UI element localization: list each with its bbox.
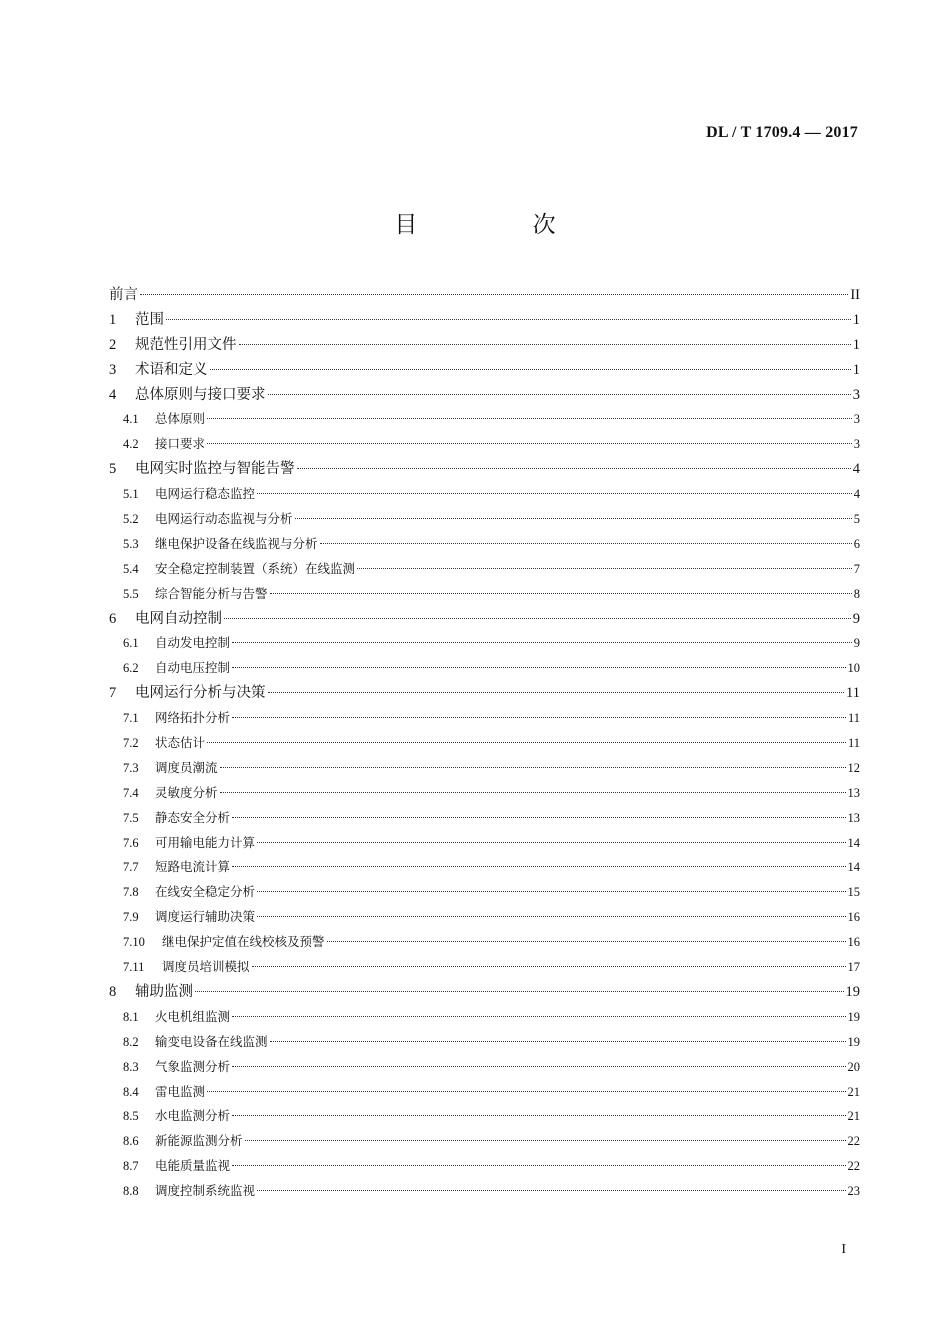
toc-entry-title: 接口要求 xyxy=(155,436,206,452)
toc-entry-title: 水电监测分析 xyxy=(155,1108,231,1124)
toc-leader-dots xyxy=(295,517,852,519)
toc-entry-page: 12 xyxy=(847,760,860,775)
toc-entry-title: 电网运行稳态监控 xyxy=(155,486,256,502)
toc-entry-number: 7.3 xyxy=(123,760,139,775)
toc-entry-section[interactable] xyxy=(109,507,860,532)
toc-leader-dots xyxy=(320,542,852,544)
toc-entry-title: 总体原则 xyxy=(155,411,206,427)
toc-entry-page: 7 xyxy=(853,561,860,576)
toc-entry-number: 7 xyxy=(109,685,117,702)
toc-entry-number: 1 xyxy=(109,311,117,328)
toc-entry-number: 8.2 xyxy=(123,1034,139,1049)
toc-entry-page: 20 xyxy=(847,1059,860,1074)
toc-leader-dots xyxy=(327,940,846,942)
toc-leader-dots xyxy=(232,641,852,643)
toc-entry-page: 13 xyxy=(847,785,860,800)
toc-entry-section[interactable] xyxy=(109,407,860,432)
toc-leader-dots xyxy=(357,567,852,569)
toc-entry-number: 7.1 xyxy=(123,711,139,726)
toc-leader-dots xyxy=(257,1189,845,1191)
toc-entry-page: 1 xyxy=(852,361,860,378)
toc-entry-title: 灵敏度分析 xyxy=(155,784,218,800)
toc-entry-number: 7.11 xyxy=(123,960,145,975)
toc-entry-page: 14 xyxy=(847,860,860,875)
toc-entry-page: 17 xyxy=(847,960,860,975)
toc-entry-title: 调度运行辅助决策 xyxy=(155,909,256,925)
toc-leader-dots xyxy=(232,865,845,867)
toc-entry-chapter[interactable] xyxy=(109,333,860,358)
toc-entry-number: 7.8 xyxy=(123,885,139,900)
toc-entry-page: 5 xyxy=(853,512,860,527)
toc-entry-section[interactable] xyxy=(109,855,860,880)
toc-entry-page: 13 xyxy=(847,810,860,825)
toc-entry-section[interactable] xyxy=(109,955,860,980)
toc-entry-number: 6.2 xyxy=(123,661,139,676)
toc-entry-number: 4 xyxy=(109,386,117,403)
toc-entry-title: 调度员潮流 xyxy=(155,759,218,775)
toc-entry-page: 8 xyxy=(853,586,860,601)
toc-entry-section[interactable] xyxy=(109,557,860,582)
toc-entry-section[interactable] xyxy=(109,1005,860,1030)
toc-leader-dots xyxy=(232,1164,845,1166)
toc-entry-section[interactable] xyxy=(109,706,860,731)
toc-leader-dots xyxy=(245,1139,846,1141)
toc-entry-title: 安全稳定控制装置（系统）在线监测 xyxy=(155,560,356,576)
toc-entry-title: 气象监测分析 xyxy=(155,1058,231,1074)
toc-entry-section[interactable] xyxy=(109,831,860,856)
toc-leader-dots xyxy=(257,492,852,494)
toc-entry-title: 自动发电控制 xyxy=(155,635,231,651)
toc-entry-chapter[interactable] xyxy=(109,383,860,408)
toc-leader-dots xyxy=(220,791,846,793)
toc-entry-page: 9 xyxy=(852,610,860,627)
toc-entry-section[interactable] xyxy=(109,482,860,507)
toc-entry-chapter[interactable] xyxy=(109,358,860,383)
toc-entry-section[interactable] xyxy=(109,880,860,905)
toc-entry-page: 9 xyxy=(853,636,860,651)
toc-entry-section[interactable] xyxy=(109,1154,860,1179)
toc-entry-title: 电网自动控制 xyxy=(135,610,222,627)
toc-entry-page: 21 xyxy=(847,1084,860,1099)
toc-entry-chapter[interactable] xyxy=(109,980,860,1005)
toc-entry-page: 15 xyxy=(847,885,860,900)
toc-entry-page: 11 xyxy=(847,736,860,751)
toc-entry-section[interactable] xyxy=(109,582,860,607)
toc-entry-section[interactable] xyxy=(109,1055,860,1080)
toc-entry-chapter[interactable] xyxy=(109,457,860,482)
toc-entry-number: 7.10 xyxy=(123,935,145,950)
toc-entry-page: 22 xyxy=(847,1134,860,1149)
toc-entry-chapter[interactable] xyxy=(109,681,860,706)
toc-entry-page: 3 xyxy=(853,412,860,427)
toc-entry-title: 状态估计 xyxy=(155,735,206,751)
toc-entry-page: 1 xyxy=(852,336,860,353)
toc-entry-section[interactable] xyxy=(109,806,860,831)
toc-entry-title: 辅助监测 xyxy=(135,983,193,1000)
toc-leader-dots xyxy=(252,965,846,967)
toc-leader-dots xyxy=(270,1040,846,1042)
toc-entry-number: 2 xyxy=(109,336,117,353)
toc-entry-page: 16 xyxy=(847,910,860,925)
toc-leader-dots xyxy=(257,915,845,917)
toc-entry-title: 电网运行动态监视与分析 xyxy=(155,511,293,527)
page-title: 目 次 xyxy=(394,212,610,238)
toc-entry-number: 7.5 xyxy=(123,810,139,825)
toc-entry-number: 7.9 xyxy=(123,910,139,925)
toc-entry-section[interactable] xyxy=(109,1129,860,1154)
toc-entry-section[interactable] xyxy=(109,930,860,955)
toc-entry-title: 短路电流计算 xyxy=(155,859,231,875)
toc-entry-number: 5 xyxy=(109,461,117,478)
toc-entry-number: 6.1 xyxy=(123,636,139,651)
toc-entry-page: 6 xyxy=(853,536,860,551)
page-number: I xyxy=(841,1242,846,1257)
toc-entry-page: 4 xyxy=(852,461,860,478)
toc-entry-page: 4 xyxy=(853,487,860,502)
toc-leader-dots xyxy=(140,293,848,295)
toc-entry-section[interactable] xyxy=(109,1080,860,1105)
toc-entry-page: 21 xyxy=(847,1109,860,1124)
toc-entry-page: 3 xyxy=(853,437,860,452)
toc-entry-title: 范围 xyxy=(135,311,164,328)
toc-leader-dots xyxy=(232,1015,845,1017)
toc-entry-number: 8.7 xyxy=(123,1159,139,1174)
toc-entry-title: 可用输电能力计算 xyxy=(155,834,256,850)
toc-entry-section[interactable] xyxy=(109,432,860,457)
toc-leader-dots xyxy=(297,467,851,469)
toc-entry-title: 新能源监测分析 xyxy=(155,1133,243,1149)
toc-entry-number: 5.2 xyxy=(123,512,139,527)
toc-entry-title: 前言 xyxy=(109,287,138,303)
toc-entry-number: 8.1 xyxy=(123,1009,139,1024)
toc-entry-title: 电网实时监控与智能告警 xyxy=(135,461,295,478)
toc-entry-page: 11 xyxy=(847,711,860,726)
toc-entry-title: 总体原则与接口要求 xyxy=(135,386,266,403)
toc-leader-dots xyxy=(257,841,845,843)
toc-entry-page: 10 xyxy=(847,661,860,676)
toc-entry-number: 5.3 xyxy=(123,536,139,551)
toc-entry-number: 7.2 xyxy=(123,736,139,751)
toc-entry-number: 3 xyxy=(109,361,117,378)
toc-entry-title: 网络拓扑分析 xyxy=(155,710,231,726)
toc-entry-page: 19 xyxy=(847,1009,860,1024)
toc-entry-number: 4.2 xyxy=(123,437,139,452)
toc-leader-dots xyxy=(268,393,851,395)
toc-entry-section[interactable] xyxy=(109,1179,860,1204)
table-of-contents xyxy=(109,283,860,1204)
toc-entry-page: 14 xyxy=(847,835,860,850)
toc-leader-dots xyxy=(207,442,852,444)
toc-entry-title: 术语和定义 xyxy=(135,361,208,378)
toc-leader-dots xyxy=(207,741,846,743)
toc-entry-title: 继电保护定值在线校核及预警 xyxy=(162,934,325,950)
toc-leader-dots xyxy=(210,368,851,370)
toc-entry-title: 电能质量监视 xyxy=(155,1158,231,1174)
toc-leader-dots xyxy=(232,716,846,718)
toc-entry-number: 8.4 xyxy=(123,1084,139,1099)
toc-entry-section[interactable] xyxy=(109,656,860,681)
toc-entry-title: 雷电监测 xyxy=(155,1083,206,1099)
toc-entry-page: 22 xyxy=(847,1159,860,1174)
toc-entry-section[interactable] xyxy=(109,1104,860,1129)
toc-entry-title: 火电机组监测 xyxy=(155,1008,231,1024)
toc-entry-title: 电网运行分析与决策 xyxy=(135,685,266,702)
toc-leader-dots xyxy=(257,890,845,892)
toc-entry-number: 5.1 xyxy=(123,487,139,502)
toc-leader-dots xyxy=(195,990,844,992)
toc-entry-page: 19 xyxy=(845,983,860,1000)
toc-entry-page: 19 xyxy=(847,1034,860,1049)
toc-leader-dots xyxy=(232,1065,845,1067)
toc-leader-dots xyxy=(207,1090,845,1092)
toc-leader-dots xyxy=(232,816,845,818)
toc-entry-number: 5.5 xyxy=(123,586,139,601)
toc-leader-dots xyxy=(270,592,852,594)
toc-entry-page: 3 xyxy=(852,386,860,403)
toc-entry-number: 4.1 xyxy=(123,412,139,427)
toc-leader-dots xyxy=(220,766,846,768)
toc-entry-number: 8 xyxy=(109,983,117,1000)
toc-entry-section[interactable] xyxy=(109,532,860,557)
toc-entry-number: 5.4 xyxy=(123,561,139,576)
toc-entry-number: 7.7 xyxy=(123,860,139,875)
toc-entry-number: 6 xyxy=(109,610,117,627)
toc-entry-title: 综合智能分析与告警 xyxy=(155,585,268,601)
toc-entry-page: 11 xyxy=(846,685,860,702)
toc-entry-title: 调度控制系统监视 xyxy=(155,1183,256,1199)
toc-entry-page: 1 xyxy=(852,311,860,328)
toc-entry-chapter[interactable] xyxy=(109,283,860,308)
toc-entry-number: 7.6 xyxy=(123,835,139,850)
toc-leader-dots xyxy=(166,318,851,320)
toc-entry-number: 8.6 xyxy=(123,1134,139,1149)
toc-entry-title: 在线安全稳定分析 xyxy=(155,884,256,900)
toc-leader-dots xyxy=(207,417,852,419)
toc-entry-chapter[interactable] xyxy=(109,607,860,632)
document-number: DL / T 1709.4 — 2017 xyxy=(706,124,858,141)
toc-entry-title: 规范性引用文件 xyxy=(135,336,237,353)
toc-entry-section[interactable] xyxy=(109,631,860,656)
toc-entry-section[interactable] xyxy=(109,905,860,930)
toc-entry-section[interactable] xyxy=(109,1030,860,1055)
toc-entry-title: 继电保护设备在线监视与分析 xyxy=(155,535,318,551)
toc-entry-title: 静态安全分析 xyxy=(155,809,231,825)
toc-leader-dots xyxy=(239,343,851,345)
toc-entry-page: 23 xyxy=(847,1184,860,1199)
toc-entry-title: 自动电压控制 xyxy=(155,660,231,676)
toc-entry-chapter[interactable] xyxy=(109,308,860,333)
toc-entry-page: 16 xyxy=(847,935,860,950)
toc-entry-number: 8.5 xyxy=(123,1109,139,1124)
toc-leader-dots xyxy=(232,666,845,668)
toc-entry-number: 8.3 xyxy=(123,1059,139,1074)
toc-entry-section[interactable] xyxy=(109,756,860,781)
toc-entry-number: 7.4 xyxy=(123,785,139,800)
toc-leader-dots xyxy=(232,1114,845,1116)
toc-entry-number: 8.8 xyxy=(123,1184,139,1199)
toc-entry-section[interactable] xyxy=(109,731,860,756)
toc-leader-dots xyxy=(224,617,851,619)
toc-entry-title: 调度员培训模拟 xyxy=(162,959,250,975)
toc-entry-section[interactable] xyxy=(109,781,860,806)
toc-entry-title: 输变电设备在线监测 xyxy=(155,1033,268,1049)
toc-leader-dots xyxy=(268,691,845,693)
toc-entry-page: II xyxy=(850,287,860,303)
